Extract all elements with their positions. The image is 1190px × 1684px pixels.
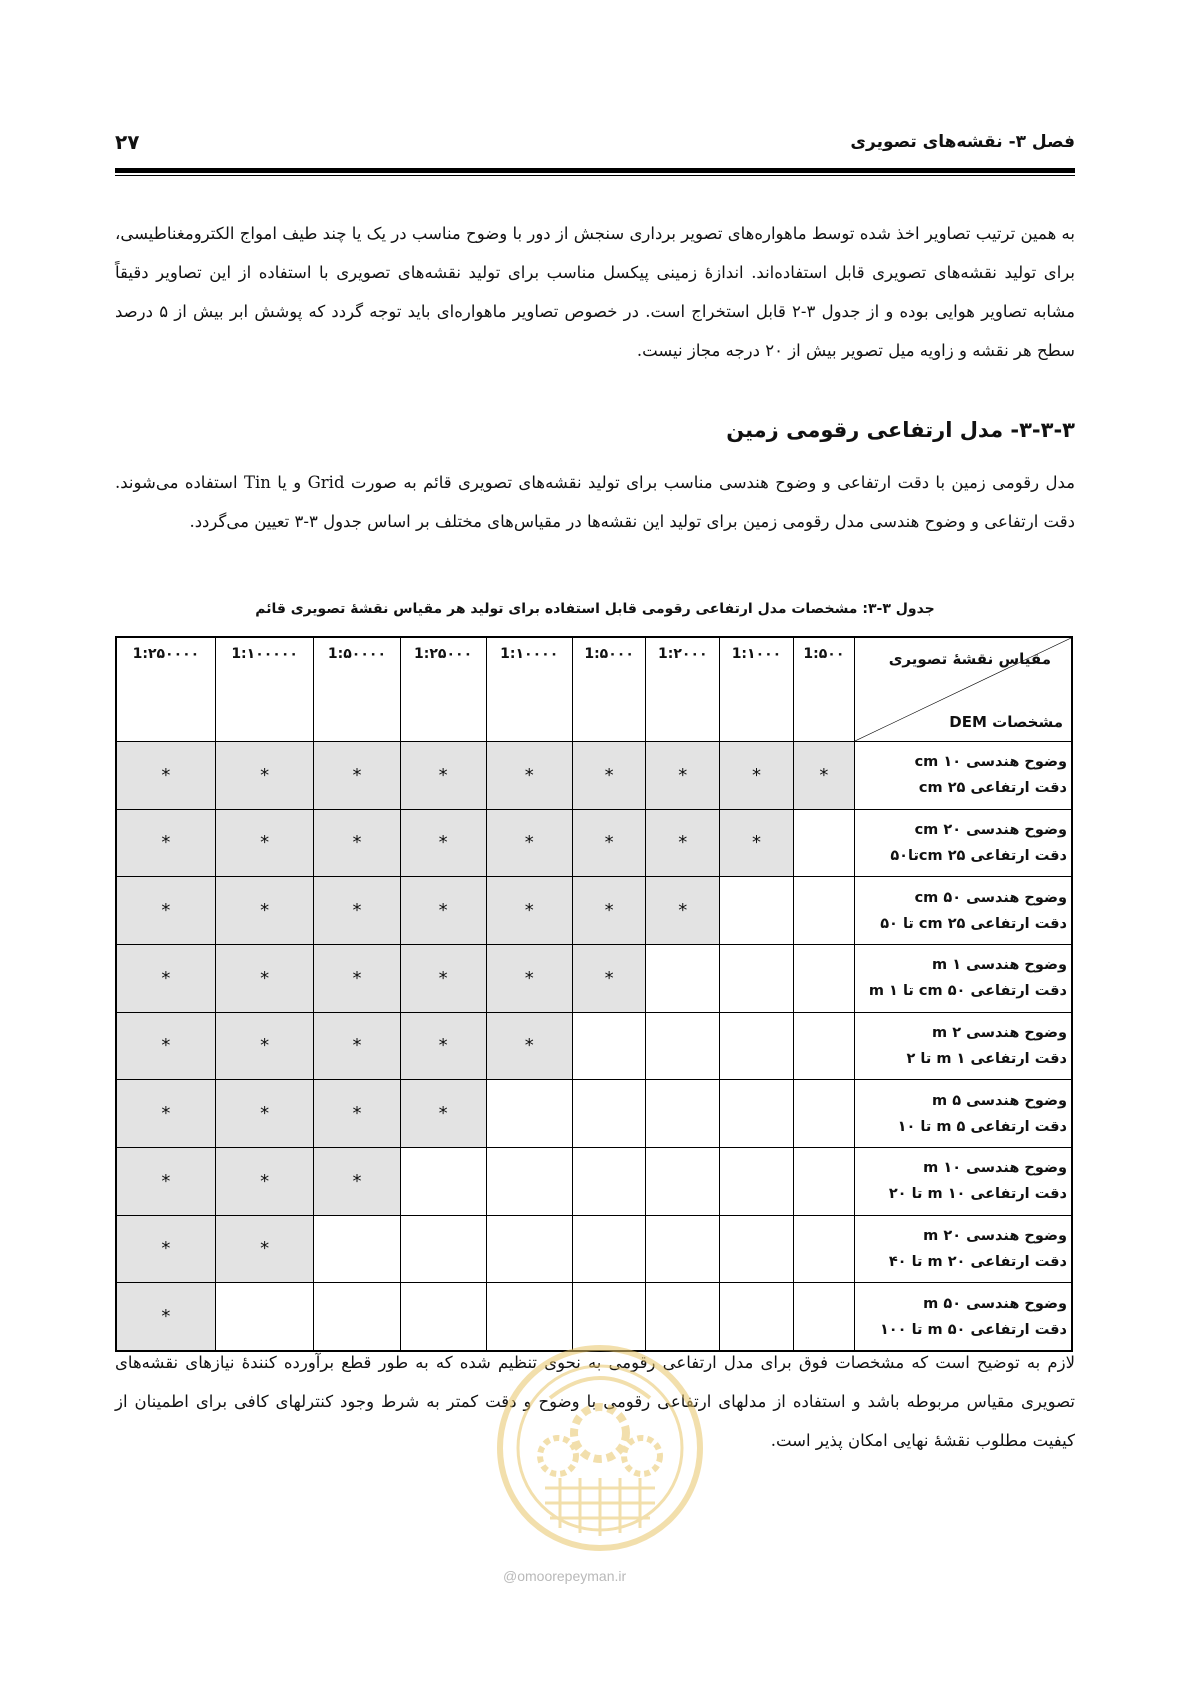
chapter-title: فصل ۳- نقشه‌های تصویری (850, 132, 1075, 152)
geometric-resolution: وضوح هندسی ۲۰ cm (914, 821, 1067, 838)
applicable-mark: * (116, 1147, 215, 1215)
applicable-mark: * (215, 877, 314, 945)
watermark-site: @omoorepeyman.ir (503, 1568, 627, 1584)
corner-scale-label: مقیاس نقشهٔ تصویری (888, 650, 1051, 668)
empty-cell (572, 1080, 646, 1148)
empty-cell (720, 1080, 794, 1148)
section-paragraph: مدل رقومی زمین با دقت ارتفاعی و وضوح هندسی مناسب برای تولید نقشه‌های تصویری قائم به صورت Grid و یا Tin استفاده می‌شوند. دقت ارتفاعی و وضوح هندسی مدل رقومی زمین برای تولید این نقشه‌ها در مقیاس‌های مختلف بر اساس جدول ۳-۳ تعیین می‌گردد. (115, 473, 1075, 531)
empty-cell (646, 1215, 720, 1283)
applicable-mark: * (314, 1080, 400, 1148)
applicable-mark: * (720, 742, 794, 810)
table-row (116, 877, 1072, 945)
height-accuracy: دقت ارتفاعی ۲۵ cm تا ۵۰ (880, 915, 1067, 932)
height-accuracy: دقت ارتفاعی ۲۵ cmتا۵۰ (890, 847, 1067, 864)
empty-cell (486, 1147, 572, 1215)
height-accuracy: دقت ارتفاعی ۵ m تا ۱۰ (897, 1118, 1067, 1135)
empty-cell (314, 1283, 400, 1351)
empty-cell (400, 1215, 486, 1283)
applicable-mark: * (486, 809, 572, 877)
empty-cell (486, 1080, 572, 1148)
height-accuracy: دقت ارتفاعی ۲۰ m تا ۴۰ (888, 1253, 1067, 1270)
applicable-mark: * (572, 944, 646, 1012)
section-heading: ۳-۳-۳- مدل ارتفاعی رقومی زمین (726, 418, 1075, 442)
applicable-mark: * (400, 742, 486, 810)
page-header (115, 128, 1075, 162)
scale-header-1: 1:۱۰۰۰ (720, 637, 794, 742)
empty-cell (646, 1147, 720, 1215)
empty-cell (720, 1283, 794, 1351)
applicable-mark: * (116, 944, 215, 1012)
applicable-mark: * (215, 1147, 314, 1215)
geometric-resolution: وضوح هندسی ۱۰ m (923, 1160, 1067, 1177)
height-accuracy: دقت ارتفاعی ۲۵ cm (918, 780, 1067, 797)
scale-header-2: 1:۲۰۰۰ (646, 637, 720, 742)
applicable-mark: * (572, 877, 646, 945)
empty-cell (215, 1283, 314, 1351)
geometric-resolution: وضوح هندسی ۱ m (932, 957, 1067, 974)
empty-cell (793, 809, 854, 877)
applicable-mark: * (486, 877, 572, 945)
applicable-mark: * (116, 1012, 215, 1080)
scale-header-4: 1:۱۰۰۰۰ (486, 637, 572, 742)
dem-spec-cell (855, 742, 1073, 810)
empty-cell (572, 1215, 646, 1283)
table-caption: جدول ۳-۳: مشخصات مدل ارتفاعی رقومی قابل استفاده برای تولید هر مقیاس نقشهٔ تصویری قائم (255, 601, 935, 617)
applicable-mark: * (116, 877, 215, 945)
empty-cell (646, 1012, 720, 1080)
corner-dem-label: مشخصات DEM (949, 713, 1063, 731)
table-row (116, 742, 1072, 810)
applicable-mark: * (215, 944, 314, 1012)
height-accuracy: دقت ارتفاعی ۵۰ m تا ۱۰۰ (879, 1321, 1067, 1338)
geometric-resolution: وضوح هندسی ۵ m (932, 1092, 1067, 1109)
table-row (116, 1215, 1072, 1283)
geometric-resolution: وضوح هندسی ۵۰ m (923, 1295, 1067, 1312)
applicable-mark: * (793, 742, 854, 810)
applicable-mark: * (400, 944, 486, 1012)
scale-header-8: 1:۲۵۰۰۰۰ (116, 637, 215, 742)
table-row (116, 1012, 1072, 1080)
page-number: ۲۷ (115, 130, 140, 154)
empty-cell (646, 944, 720, 1012)
height-accuracy: دقت ارتفاعی ۵۰ cm تا ۱ m (868, 983, 1067, 1000)
applicable-mark: * (400, 1080, 486, 1148)
dem-spec-cell (855, 1012, 1073, 1080)
applicable-mark: * (314, 809, 400, 877)
applicable-mark: * (215, 1080, 314, 1148)
applicable-mark: * (314, 877, 400, 945)
empty-cell (720, 944, 794, 1012)
applicable-mark: * (215, 1215, 314, 1283)
empty-cell (793, 1012, 854, 1080)
scale-header-3: 1:۵۰۰۰ (572, 637, 646, 742)
geometric-resolution: وضوح هندسی ۲ m (932, 1024, 1067, 1041)
applicable-mark: * (572, 742, 646, 810)
empty-cell (793, 1215, 854, 1283)
table-row (116, 1147, 1072, 1215)
empty-cell (572, 1012, 646, 1080)
geometric-resolution: وضوح هندسی ۱۰ cm (914, 754, 1067, 771)
scale-header-7: 1:۱۰۰۰۰۰ (215, 637, 314, 742)
applicable-mark: * (116, 1283, 215, 1351)
applicable-mark: * (486, 742, 572, 810)
table-header-row (116, 637, 1072, 742)
applicable-mark: * (572, 809, 646, 877)
empty-cell (793, 1147, 854, 1215)
applicable-mark: * (314, 1147, 400, 1215)
dem-spec-cell (855, 1283, 1073, 1351)
empty-cell (486, 1215, 572, 1283)
applicable-mark: * (215, 809, 314, 877)
applicable-mark: * (646, 742, 720, 810)
applicable-mark: * (215, 742, 314, 810)
scale-header-6: 1:۵۰۰۰۰ (314, 637, 400, 742)
intro-paragraph: به همین ترتیب تصاویر اخذ شده توسط ماهواره‌های تصویر برداری سنجش از دور با وضوح مناسب در یک یا چند طیف امواج الکترومغناطیسی، برای تولید نقشه‌های تصویری قابل استفاده‌اند. اندازهٔ زمینی پیکسل مناسب برای تولید نقشه‌های تصویری با استفاده از این تصاویر دقیقاً مشابه تصاویر هوایی بوده و از جدول ۳-۲ قابل استخراج است. در خصوص تصاویر ماهواره‌ای باید توجه گردد که پوشش ابر بیش از ۵ درصد سطح هر نقشه و زاویه میل تصویر بیش از ۲۰ درجه مجاز نیست. (115, 224, 1076, 360)
empty-cell (646, 1080, 720, 1148)
dem-spec-cell (855, 1215, 1073, 1283)
empty-cell (314, 1215, 400, 1283)
header-rule-thick (115, 168, 1075, 173)
applicable-mark: * (314, 944, 400, 1012)
applicable-mark: * (116, 1080, 215, 1148)
applicable-mark: * (400, 809, 486, 877)
table-row (116, 944, 1072, 1012)
height-accuracy: دقت ارتفاعی ۱۰ m تا ۲۰ (888, 1186, 1067, 1203)
dem-spec-cell (855, 1147, 1073, 1215)
table-row (116, 809, 1072, 877)
empty-cell (400, 1147, 486, 1215)
geometric-resolution: وضوح هندسی ۲۰ m (923, 1227, 1067, 1244)
scale-header-0: 1:۵۰۰ (793, 637, 854, 742)
applicable-mark: * (400, 877, 486, 945)
table-row (116, 1080, 1072, 1148)
empty-cell (793, 1080, 854, 1148)
applicable-mark: * (646, 809, 720, 877)
applicable-mark: * (116, 742, 215, 810)
applicable-mark: * (400, 1012, 486, 1080)
scale-header-5: 1:۲۵۰۰۰ (400, 637, 486, 742)
header-rule-thin (115, 175, 1075, 176)
dem-spec-cell (855, 944, 1073, 1012)
empty-cell (400, 1283, 486, 1351)
empty-cell (720, 877, 794, 945)
watermark-seal-icon (490, 1338, 710, 1558)
applicable-mark: * (116, 809, 215, 877)
empty-cell (720, 1012, 794, 1080)
empty-cell (793, 877, 854, 945)
height-accuracy: دقت ارتفاعی ۱ m تا ۲ (906, 1050, 1067, 1067)
applicable-mark: * (486, 944, 572, 1012)
applicable-mark: * (314, 742, 400, 810)
empty-cell (572, 1147, 646, 1215)
dem-spec-cell (855, 1080, 1073, 1148)
empty-cell (720, 1215, 794, 1283)
dem-spec-table (115, 636, 1073, 1352)
applicable-mark: * (486, 1012, 572, 1080)
table-body (116, 742, 1072, 1352)
empty-cell (720, 1147, 794, 1215)
dem-spec-cell (855, 809, 1073, 877)
applicable-mark: * (720, 809, 794, 877)
empty-cell (793, 944, 854, 1012)
geometric-resolution: وضوح هندسی ۵۰ cm (914, 889, 1067, 906)
closing-paragraph: لازم به توضیح است که مشخصات فوق برای مدل ارتفاعی رقومی به نحوی تنظیم شده که به طور قطع برآورده کنندهٔ نیازهای نقشه‌های تصویری مقیاس مربوطه باشد و استفاده از مدلهای ارتفاعی رقومی با وضوح و دقت کمتر به شرط وجود کنترلهای کافی برای اطمینان از کیفیت مطلوب نقشهٔ نهایی امکان پذیر است. (115, 1353, 1075, 1450)
applicable-mark: * (314, 1012, 400, 1080)
table-corner-cell (855, 637, 1073, 742)
applicable-mark: * (215, 1012, 314, 1080)
applicable-mark: * (116, 1215, 215, 1283)
dem-spec-cell (855, 877, 1073, 945)
empty-cell (793, 1283, 854, 1351)
applicable-mark: * (646, 877, 720, 945)
